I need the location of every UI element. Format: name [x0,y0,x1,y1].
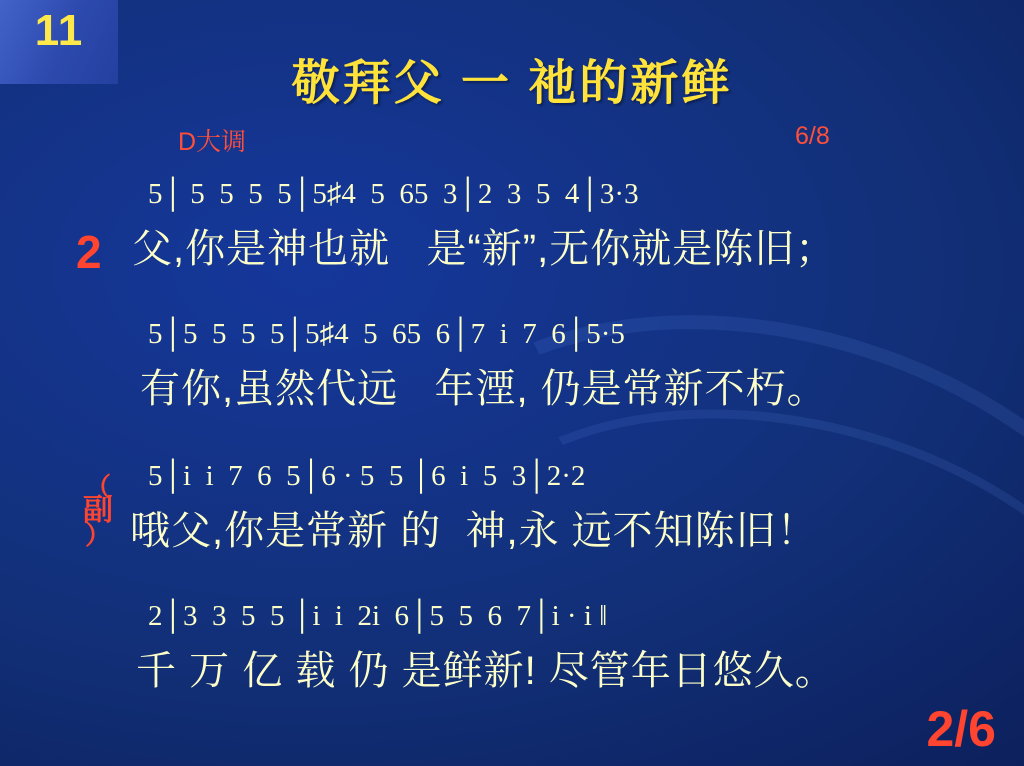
page-title: 敬拜父 一 祂的新鲜 [291,57,733,110]
footer-page-indicator: 2/6 [926,701,996,757]
chorus-label: 副 [83,494,113,527]
notation-row-4: 2│3 3 5 5 │i i 2i 6│5 5 6 7│i · i ‖ [148,600,608,632]
lyrics-row-2: 有你,虽然代远 年湮, 仍是常新不朽。 [140,367,828,411]
notation-row-1: 5│ 5 5 5 5│5♯4 5 65 3│2 3 5 4│3·3 [148,178,639,210]
time-signature: 6/8 [795,122,830,150]
music-line-4 [0,600,1024,696]
lyrics-row-3: 哦父,你是常新 的 神,永 远不知陈旧！ [130,509,818,553]
notation-row-3: 5│i i 7 6 5│6 · 5 5 │6 i 5 3│2·2 [148,460,586,492]
music-line-2 [0,318,1024,414]
stanza-number-marker: 2 [76,226,102,278]
music-line-3 [0,460,1024,556]
music-line-1 [0,178,1024,274]
chorus-close-paren: ） [84,520,111,550]
notation-row-2: 5│5 5 5 5│5♯4 5 65 6│7 i 7 6│5·5 [148,318,625,350]
lyrics-row-4: 千 万 亿 载 仍 是鲜新! 尽管年日悠久。 [136,649,836,693]
chorus-open-paren: （ [84,472,111,502]
lyrics-row-1: 父,你是神也就 是“新”,无你就是陈旧； [132,227,837,271]
key-signature: D大调 [178,128,247,156]
slide-number-badge: 11 [0,0,118,84]
